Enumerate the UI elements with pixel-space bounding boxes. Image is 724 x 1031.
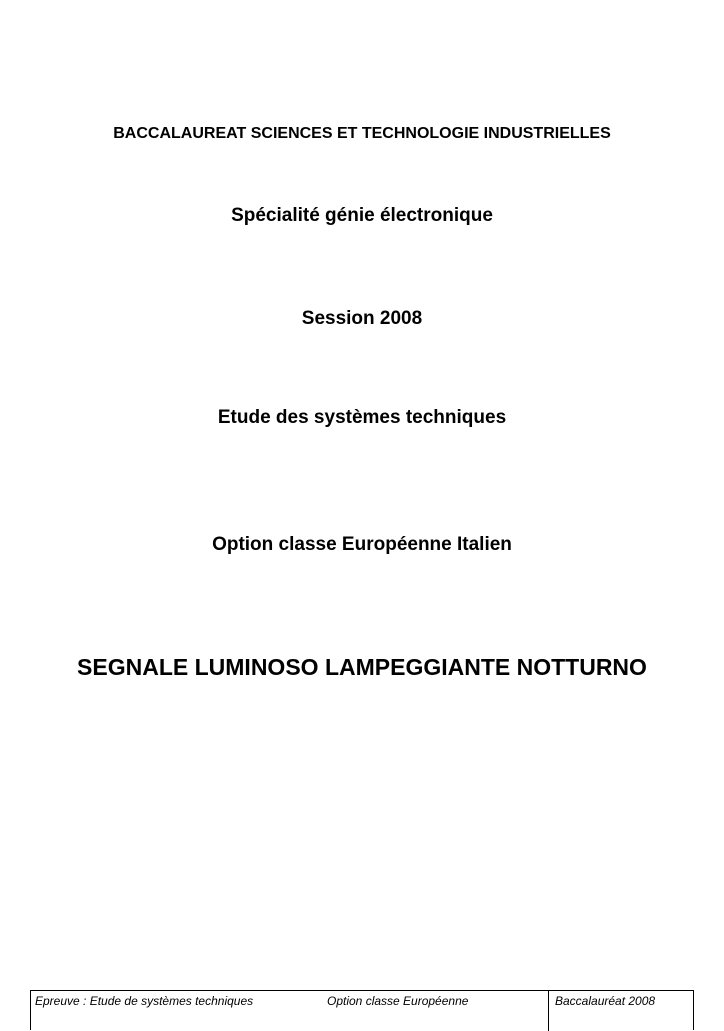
footer-option: Option classe Européenne [327,994,469,1008]
page-footer [30,990,694,1030]
subject-heading: Etude des systèmes techniques [217,407,507,428]
option-heading: Option classe Européenne Italien [212,534,512,555]
speciality-heading: Spécialité génie électronique [231,205,493,226]
footer-epreuve: Epreuve : Etude de systèmes techniques [35,994,254,1008]
footer-bac: Baccalauréat 2008 [555,994,656,1008]
exam-heading: BACCALAUREAT SCIENCES ET TECHNOLOGIE INDUSTRIELLES [113,125,611,142]
session-heading: Session 2008 [301,308,423,329]
document-title: SEGNALE LUMINOSO LAMPEGGIANTE NOTTURNO [77,654,647,680]
footer-divider [548,991,549,1031]
